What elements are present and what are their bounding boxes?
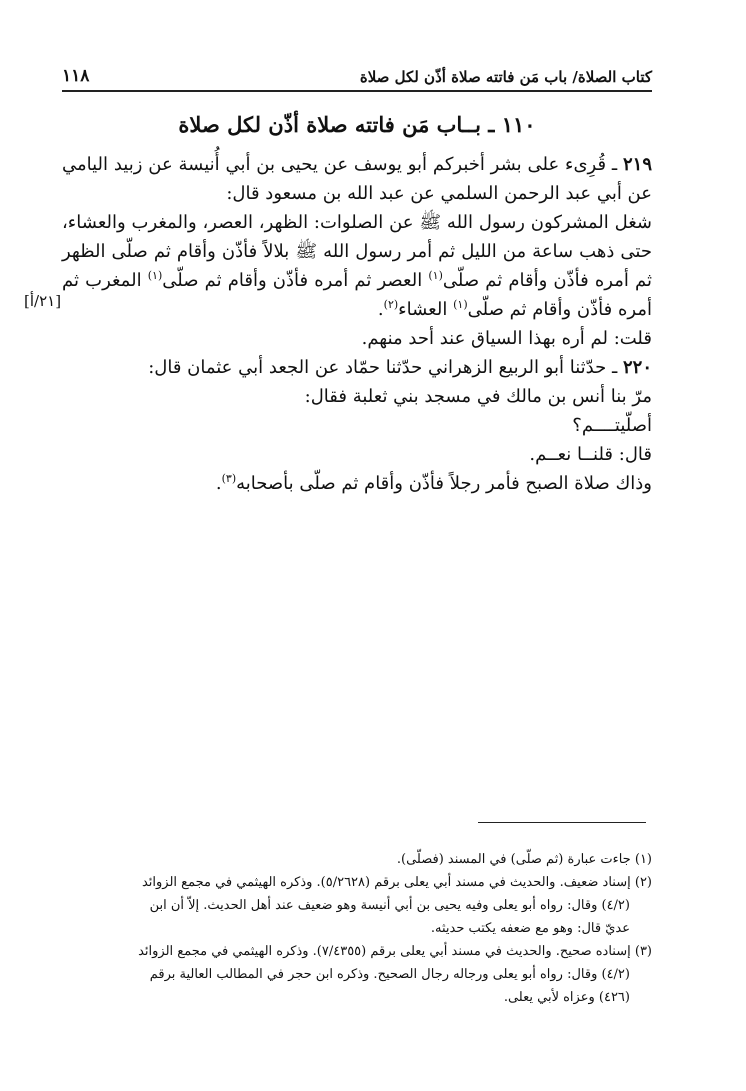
hadith-219-matn-part4: العشاء — [398, 299, 448, 320]
hadith-219-matn-paragraph — [62, 208, 652, 324]
footnote-2-line-2: (٤/٢) وقال: رواه أبو يعلى وفيه يحيى بن أبي أنيسة وهو ضعيف عند أهل الحديث. إلاّ أن ابن — [149, 898, 630, 913]
footnote-ref-1c: (١) — [453, 298, 468, 311]
hadith-220-isnad: ـ حدّثنا أبو الربيع الزهراني حدّثنا حمّاد عن الجعد أبي عثمان قال: — [148, 357, 618, 378]
footnote-ref-3: (٣) — [221, 472, 237, 485]
footnote-3-line-3: (٤٢٦) وعزاه لأبي يعلى. — [503, 990, 630, 1005]
hadith-220-line-4 — [62, 469, 652, 498]
footnote-2-line-3: عديّ قال: وهو مع ضعفه يكتب حديثه. — [430, 921, 630, 936]
footnote-ref-1a: (١) — [428, 269, 443, 282]
chapter-title: ١١٠ ـ بــاب مَن فاتته صلاة أذّن لكل صلاة — [178, 112, 536, 137]
hadith-219-matn-part3: المغرب ثم أمره فأذّن وأقام ثم صلّى — [62, 270, 652, 320]
footnotes — [62, 848, 652, 1009]
hadith-220-number: ٢٢٠ — [622, 357, 652, 378]
footnote-3-line-2: (٤/٢) وقال: رواه أبو يعلى ورجاله رجال الصحيح. وذكره ابن حجر في المطالب العالية برقم — [149, 967, 630, 982]
footnote-1: (١) جاءت عبارة (ثم صلّى) في المسند (فصلّى). — [396, 852, 652, 867]
main-text — [62, 150, 652, 498]
hadith-219-matn-part2: العصر ثم أمره فأذّن وأقام ثم صلّى — [162, 270, 423, 291]
footnote-ref-2: (٢) — [383, 298, 399, 311]
page-header — [62, 60, 652, 92]
hadith-219-isnad-paragraph — [62, 150, 652, 208]
hadith-220-line-1: مرّ بنا أنس بن مالك في مسجد بني ثعلبة فقال: — [304, 386, 652, 407]
hadith-219-matn-end: . — [377, 299, 384, 320]
footnote-separator — [478, 822, 646, 823]
footnote-2-line-1: (٢) إسناد ضعيف. والحديث في مسند أبي يعلى برقم (٥/٢٦٢٨). وذكره الهيثمي في مجمع الزوائد — [141, 875, 652, 890]
author-comment: قلت: لم أره بهذا السياق عند أحد منهم. — [361, 328, 652, 349]
hadith-220-line-2: أصلّيتــــم؟ — [572, 415, 652, 436]
page-number: ١١٨ — [62, 66, 90, 86]
hadith-219-number: ٢١٩ — [622, 154, 652, 175]
hadith-220-line-4-end: . — [215, 473, 222, 494]
running-title: كتاب الصلاة/ باب مَن فاتته صلاة أذّن لكل صلاة — [359, 68, 652, 86]
hadith-220-line-4-text: وذاك صلاة الصبح فأمر رجلاً فأذّن وأقام ثم صلّى بأصحابه — [236, 473, 652, 494]
footnote-ref-1b: (١) — [147, 269, 163, 282]
hadith-219-matn-part1: شغل المشركون رسول الله ﷺ عن الصلوات: الظهر، العصر، والمغرب والعشاء، حتى ذهب ساعة من الليل ثم أمر رسول الله ﷺ بلالاً فأذّن وأقام ثم صلّى الظهر ثم أمره فأذّن وأقام ثم صلّى — [62, 212, 652, 291]
manuscript-folio-reference: [٢١/أ] — [24, 292, 62, 310]
hadith-220-isnad-paragraph — [62, 353, 652, 382]
hadith-220-line-3: قال: قلنــا نعــم. — [529, 444, 652, 465]
footnote-3-line-1: (٣) إسناده صحيح. والحديث في مسند أبي يعلى برقم (٧/٤٣٥٥). وذكره الهيثمي في مجمع الزوائد — [138, 944, 652, 959]
hadith-219-isnad: ـ قُرِىء على بشر أخبركم أبو يوسف عن يحيى بن أبي أُنيسة عن زبيد اليامي عن أبي عبد الرحمن السلمي عن عبد الله بن مسعود قال: — [62, 154, 652, 204]
